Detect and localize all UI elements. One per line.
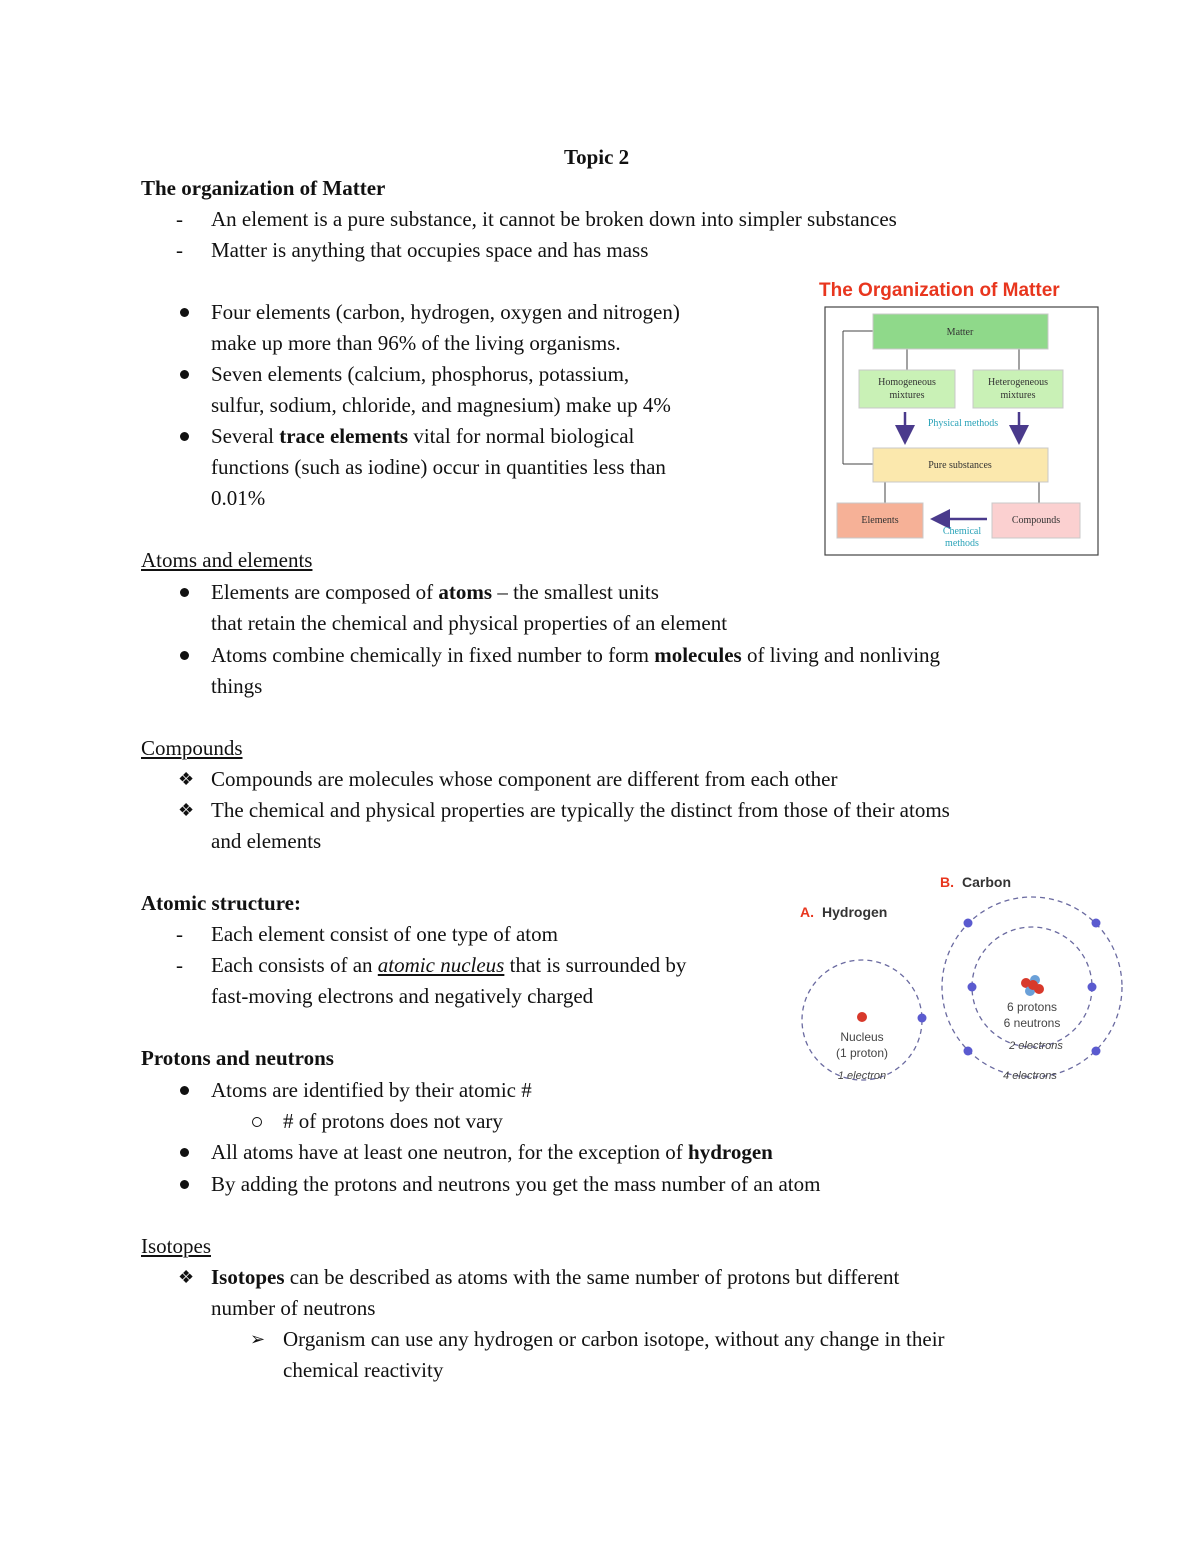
bullet-icon	[180, 1086, 189, 1095]
svg-text:methods: methods	[945, 538, 979, 549]
sub-list-item-continuation: chemical reactivity	[283, 1358, 444, 1382]
bullet-icon	[180, 1148, 189, 1157]
section-heading-atoms: Atoms and elements	[141, 548, 313, 572]
hydrogen-label: Hydrogen	[822, 904, 888, 920]
list-item: Four elements (carbon, hydrogen, oxygen and nitrogen)	[211, 300, 680, 324]
diamond-bullet-icon: ❖	[178, 800, 195, 820]
svg-text:Chemical: Chemical	[942, 526, 982, 537]
svg-text:mixtures: mixtures	[889, 390, 925, 401]
sub-list-item: Organism can use any hydrogen or carbon isotope, without any change in their	[283, 1327, 945, 1351]
diamond-bullet-icon: ❖	[178, 1267, 195, 1287]
electron	[1092, 919, 1101, 928]
dash-bullet: -	[176, 922, 183, 946]
electron	[1088, 983, 1097, 992]
sub-bullet-icon	[252, 1117, 262, 1127]
diagram-title: The Organization of Matter	[819, 280, 1060, 301]
list-item: Compounds are molecules whose component are different from each other	[211, 767, 838, 791]
svg-text:Elements: Elements	[861, 515, 899, 526]
svg-text:4 electrons: 4 electrons	[1003, 1070, 1057, 1082]
list-item-continuation: functions (such as iodine) occur in quantities less than	[211, 455, 666, 479]
list-item: All atoms have at least one neutron, for the exception of hydrogen	[211, 1140, 773, 1164]
section-heading-isotopes: Isotopes	[141, 1234, 211, 1258]
electron	[964, 1047, 973, 1056]
list-item: An element is a pure substance, it cannot be broken down into simpler substances	[211, 207, 897, 231]
organization-of-matter-figure	[815, 272, 1115, 567]
list-item-continuation: make up more than 96% of the living organisms.	[211, 331, 621, 355]
list-item: Each consists of an atomic nucleus that is surrounded by	[211, 953, 687, 977]
svg-text:6 protons: 6 protons	[1006, 1000, 1058, 1014]
section-heading-protons: Protons and neutrons	[141, 1046, 334, 1070]
list-item: Isotopes can be described as atoms with the same number of protons but different	[211, 1265, 900, 1289]
sub-list-item: # of protons does not vary	[283, 1109, 503, 1133]
bullet-icon	[180, 588, 189, 597]
carbon-nucleus	[1021, 975, 1044, 996]
bullet-icon	[180, 651, 189, 660]
list-item: Matter is anything that occupies space and has mass	[211, 238, 649, 262]
list-item-continuation: fast-moving electrons and negatively charged	[211, 984, 594, 1008]
atom-diagram	[790, 865, 1135, 1095]
organization-diagram	[815, 272, 1115, 562]
list-item-continuation: number of neutrons	[211, 1296, 376, 1320]
list-item: Elements are composed of atoms – the smallest units	[211, 580, 659, 604]
diamond-bullet-icon: ❖	[178, 769, 195, 789]
svg-text:Physical methods: Physical methods	[927, 418, 999, 429]
svg-text:1 electron: 1 electron	[837, 1070, 887, 1082]
list-item-continuation: 0.01%	[211, 486, 266, 510]
list-item: Each element consist of one type of atom	[211, 922, 558, 946]
svg-text:mixtures: mixtures	[1000, 390, 1036, 401]
section-heading-organization: The organization of Matter	[141, 176, 386, 200]
bullet-icon	[180, 370, 189, 379]
section-heading-compounds: Compounds	[141, 736, 243, 760]
arrow-bullet-icon: ➢	[250, 1329, 266, 1349]
svg-text:Compounds: Compounds	[1011, 515, 1061, 526]
carbon-label: Carbon	[962, 874, 1011, 890]
dash-bullet: -	[176, 238, 183, 262]
list-item-continuation: that retain the chemical and physical properties of an element	[211, 611, 728, 635]
list-item-continuation: things	[211, 674, 263, 698]
electron	[968, 983, 977, 992]
svg-text:Homogeneous: Homogeneous	[878, 377, 936, 388]
dash-bullet: -	[176, 207, 183, 231]
svg-text:(1 proton): (1 proton)	[835, 1046, 889, 1060]
bullet-icon	[180, 432, 189, 441]
list-item: By adding the protons and neutrons you get the mass number of an atom	[211, 1172, 821, 1196]
heterogeneous-mixtures-box	[973, 370, 1063, 408]
section-heading-atomic-structure: Atomic structure:	[141, 891, 301, 915]
svg-text:Matter: Matter	[946, 327, 974, 338]
svg-text:B.: B.	[940, 874, 954, 890]
svg-text:A.: A.	[800, 904, 814, 920]
bullet-icon	[180, 1180, 189, 1189]
list-item: The chemical and physical properties are typically the distinct from those of their atoms	[211, 798, 950, 822]
electron	[964, 919, 973, 928]
svg-text:Heterogeneous: Heterogeneous	[988, 377, 1048, 388]
electron	[918, 1014, 927, 1023]
list-item-continuation: and elements	[211, 829, 322, 853]
svg-text:6 neutrons: 6 neutrons	[1003, 1016, 1061, 1030]
svg-text:2 electrons: 2 electrons	[1009, 1040, 1063, 1052]
svg-text:Nucleus: Nucleus	[840, 1030, 884, 1044]
atom-models-figure	[790, 865, 1135, 1100]
homogeneous-mixtures-box	[859, 370, 955, 408]
electron	[1092, 1047, 1101, 1056]
hydrogen-nucleus	[857, 1012, 867, 1022]
svg-text:Pure substances: Pure substances	[928, 460, 992, 471]
list-item: Several trace elements vital for normal biological	[211, 424, 635, 448]
list-item: Atoms combine chemically in fixed number to form molecules of living and nonliving	[211, 643, 941, 667]
list-item: Atoms are identified by their atomic #	[211, 1078, 532, 1102]
list-item-continuation: sulfur, sodium, chloride, and magnesium) make up 4%	[211, 393, 671, 417]
list-item: Seven elements (calcium, phosphorus, potassium,	[211, 362, 630, 386]
page-title: Topic 2	[564, 145, 630, 169]
dash-bullet: -	[176, 953, 183, 977]
bullet-icon	[180, 308, 189, 317]
